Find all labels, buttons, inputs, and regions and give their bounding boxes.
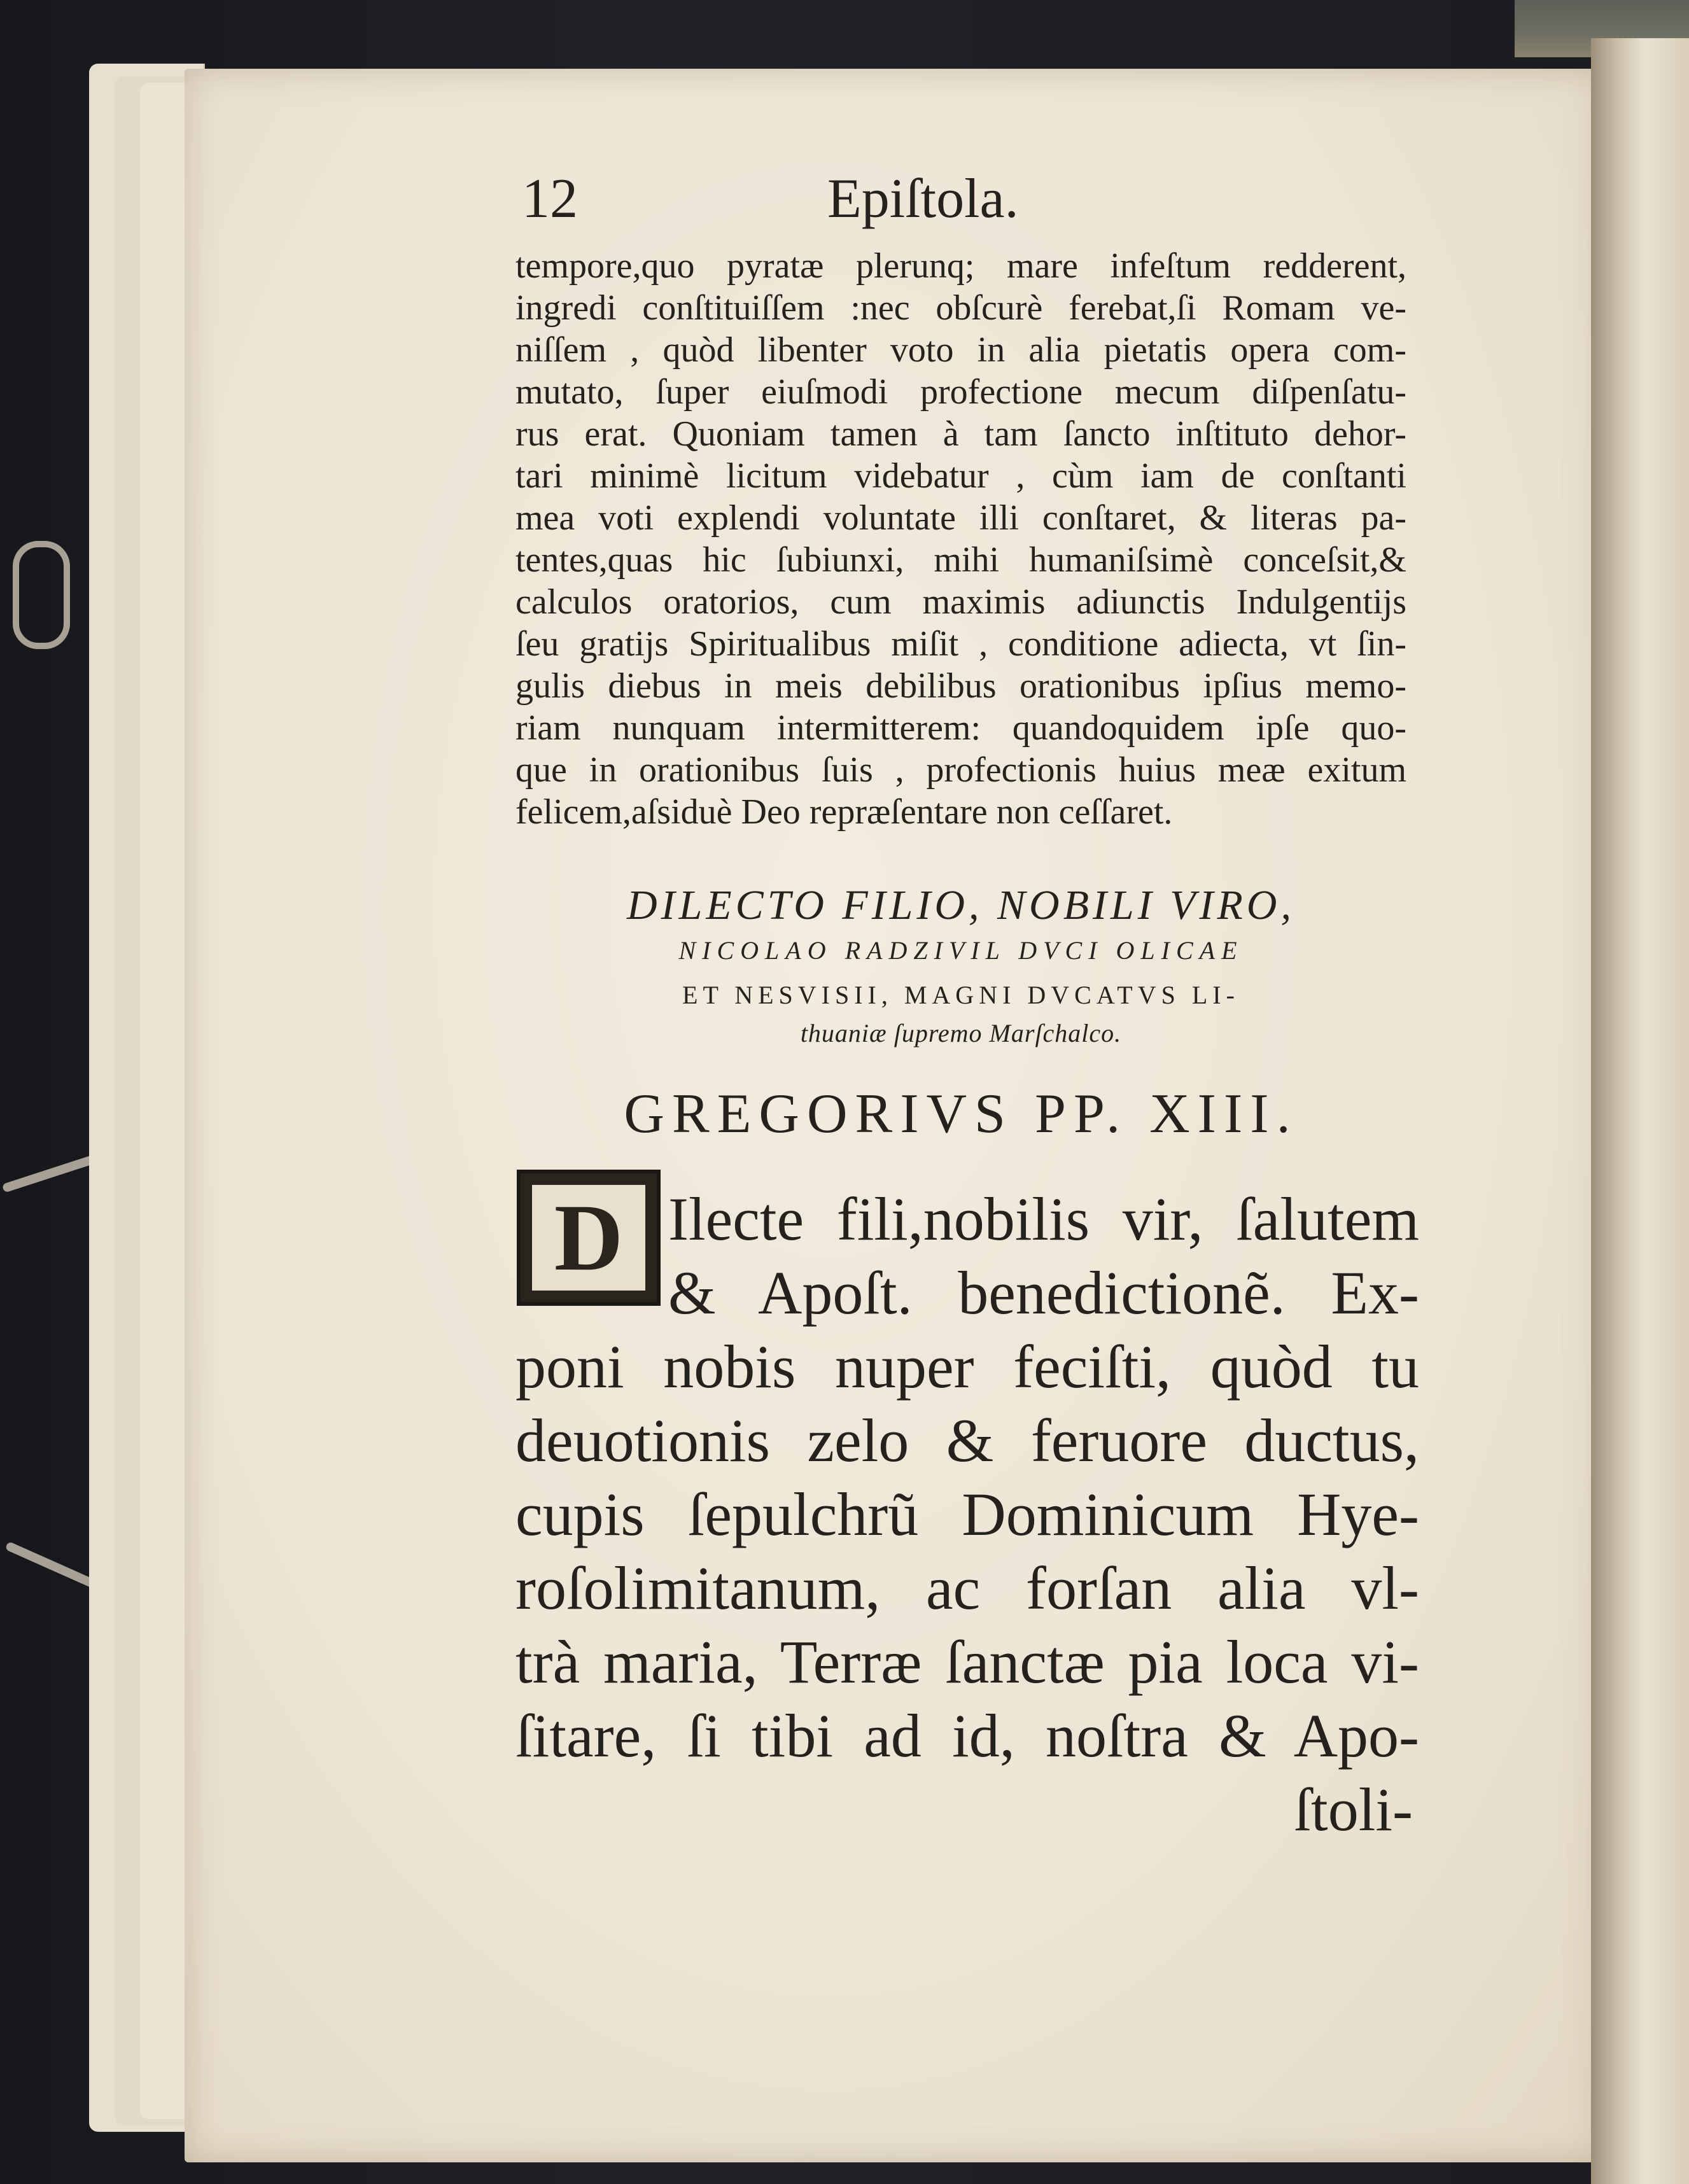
body-line: ſeu gratijs Spiritualibus miſit , conditione adiecta, vt ſin-: [515, 624, 1406, 664]
body-line: calculos oratorios, cum maximis adiunctis Indulgentijs: [515, 582, 1406, 622]
body-line: riam nunquam intermitterem: quandoquidem ipſe quo-: [515, 708, 1406, 748]
body-line: que in orationibus ſuis , profectionis huius meæ exitum: [515, 750, 1406, 790]
decorated-initial: [517, 1170, 661, 1306]
body-line: felicem,aſsiduè Deo repræſentare non ceſſaret.: [515, 792, 1173, 832]
body-line: ingredi conſtituiſſem :nec obſcurè ferebat,ſi Romam ve-: [515, 288, 1406, 328]
body-line: tari minimè licitum videbatur , cùm iam de conſtanti: [515, 456, 1406, 496]
letter-line: poni nobis nuper feciſti, quòd tu: [515, 1333, 1419, 1401]
letter-line: Ilecte fili,nobilis vir, ſalutem: [668, 1185, 1419, 1253]
address-line: ET NESVISII, MAGNI DVCATVS LI-: [682, 981, 1240, 1009]
body-line: niſſem , quòd libenter voto in alia pietatis opera com-: [515, 330, 1406, 370]
letter-line: deuotionis zelo & feruore ductus,: [515, 1406, 1419, 1474]
catchword: ſtoli-: [1294, 1775, 1413, 1844]
address-line: thuaniæ ſupremo Marſchalco.: [800, 1019, 1122, 1047]
body-line: gulis diebus in meis debilibus orationibus ipſius memo-: [515, 666, 1406, 706]
letter-line: ſitare, ſi tibi ad id, noſtra & Apo-: [515, 1702, 1419, 1770]
body-line: tempore,quo pyratæ plerunq; mare infeſtum redderent,: [515, 246, 1406, 286]
body-line: mea voti explendi voluntate illi conſtaret, & literas pa-: [515, 498, 1406, 538]
address-line: NICOLAO RADZIVIL DVCI OLICAE: [678, 936, 1244, 965]
page-number: 12: [522, 168, 578, 230]
letter-line: & Apoſt. benedictionẽ. Ex-: [668, 1259, 1419, 1327]
address-line: DILECTO FILIO, NOBILI VIRO,: [627, 882, 1295, 928]
drop-cap-letter: D: [532, 1185, 645, 1291]
binding-string: [13, 541, 70, 649]
pope-heading: GREGORIVS PP. XIII.: [624, 1083, 1298, 1145]
letter-line: roſolimitanum, ac forſan alia vl-: [515, 1554, 1419, 1622]
letter-line: trà maria, Terræ ſanctæ pia loca vi-: [515, 1628, 1419, 1696]
body-line: rus erat. Quoniam tamen à tam ſancto inſtituto dehor-: [515, 414, 1406, 454]
letter-line: cupis ſepulchrũ Dominicum Hye-: [515, 1480, 1419, 1548]
page-gutter: [1591, 38, 1689, 2184]
running-title: Epiſtola.: [827, 168, 1019, 230]
body-line: mutato, ſuper eiuſmodi profectione mecum diſpenſatu-: [515, 372, 1406, 412]
body-line: tentes,quas hic ſubiunxi, mihi humaniſsimè conceſsit,&: [515, 540, 1406, 580]
